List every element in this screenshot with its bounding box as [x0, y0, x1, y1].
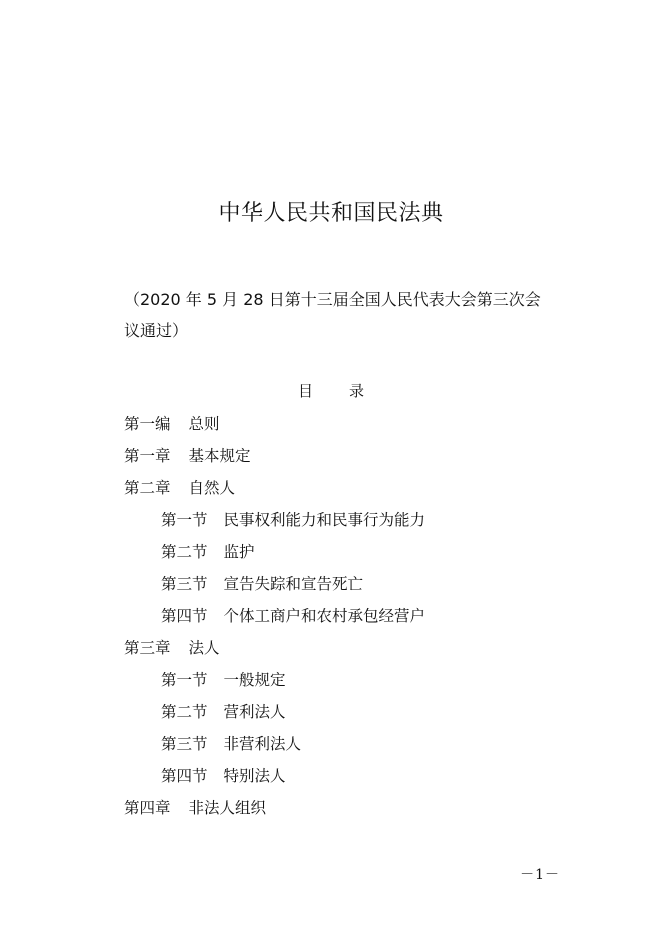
- toc-item-title: 监护: [223, 543, 255, 561]
- toc-item: [124, 440, 425, 472]
- toc-item-title: 营利法人: [223, 703, 286, 721]
- toc-item: [124, 568, 425, 600]
- document-subtitle: （2020 年 5 月 28 日第十三届全国人民代表大会第三次会议通过）: [124, 290, 541, 340]
- toc-item-title: 自然人: [188, 479, 236, 497]
- toc-item-title: 个体工商户和农村承包经营户: [223, 607, 426, 625]
- toc-item-number: 第二节: [161, 543, 208, 561]
- toc-item-title: 总则: [188, 415, 220, 433]
- table-of-contents: [124, 408, 425, 824]
- toc-item: [124, 504, 425, 536]
- toc-heading: 目录: [297, 382, 400, 400]
- toc-item-number: 第二章: [124, 479, 171, 497]
- toc-item-title: 法人: [188, 639, 220, 657]
- toc-item: [124, 632, 425, 664]
- toc-item-number: 第二节: [161, 703, 208, 721]
- toc-item: [124, 536, 425, 568]
- toc-item-title: 宣告失踪和宣告死亡: [223, 575, 364, 593]
- toc-item-title: 非法人组织: [188, 799, 267, 817]
- toc-item-title: 一般规定: [223, 671, 286, 689]
- toc-item-number: 第三节: [161, 735, 208, 753]
- toc-item-number: 第四章: [124, 799, 171, 817]
- toc-item-number: 第一编: [124, 415, 171, 433]
- toc-item-title: 特别法人: [223, 767, 286, 785]
- toc-item-number: 第一节: [161, 511, 208, 529]
- toc-item-number: 第四节: [161, 607, 208, 625]
- toc-item: [124, 600, 425, 632]
- toc-item-number: 第一节: [161, 671, 208, 689]
- toc-item-number: 第三节: [161, 575, 208, 593]
- toc-item-number: 第三章: [124, 639, 171, 657]
- toc-item-title: 非营利法人: [223, 735, 302, 753]
- toc-item: [124, 728, 425, 760]
- toc-item-title: 基本规定: [188, 447, 251, 465]
- toc-item: [124, 472, 425, 504]
- toc-item: [124, 696, 425, 728]
- toc-item-number: 第一章: [124, 447, 171, 465]
- toc-item-title: 民事权利能力和民事行为能力: [223, 511, 426, 529]
- page-number: －1－: [520, 867, 560, 883]
- toc-item: [124, 792, 425, 824]
- toc-item: [124, 408, 425, 440]
- toc-item: [124, 664, 425, 696]
- toc-item-number: 第四节: [161, 767, 208, 785]
- toc-item: [124, 760, 425, 792]
- document-title: 中华人民共和国民法典: [218, 201, 444, 226]
